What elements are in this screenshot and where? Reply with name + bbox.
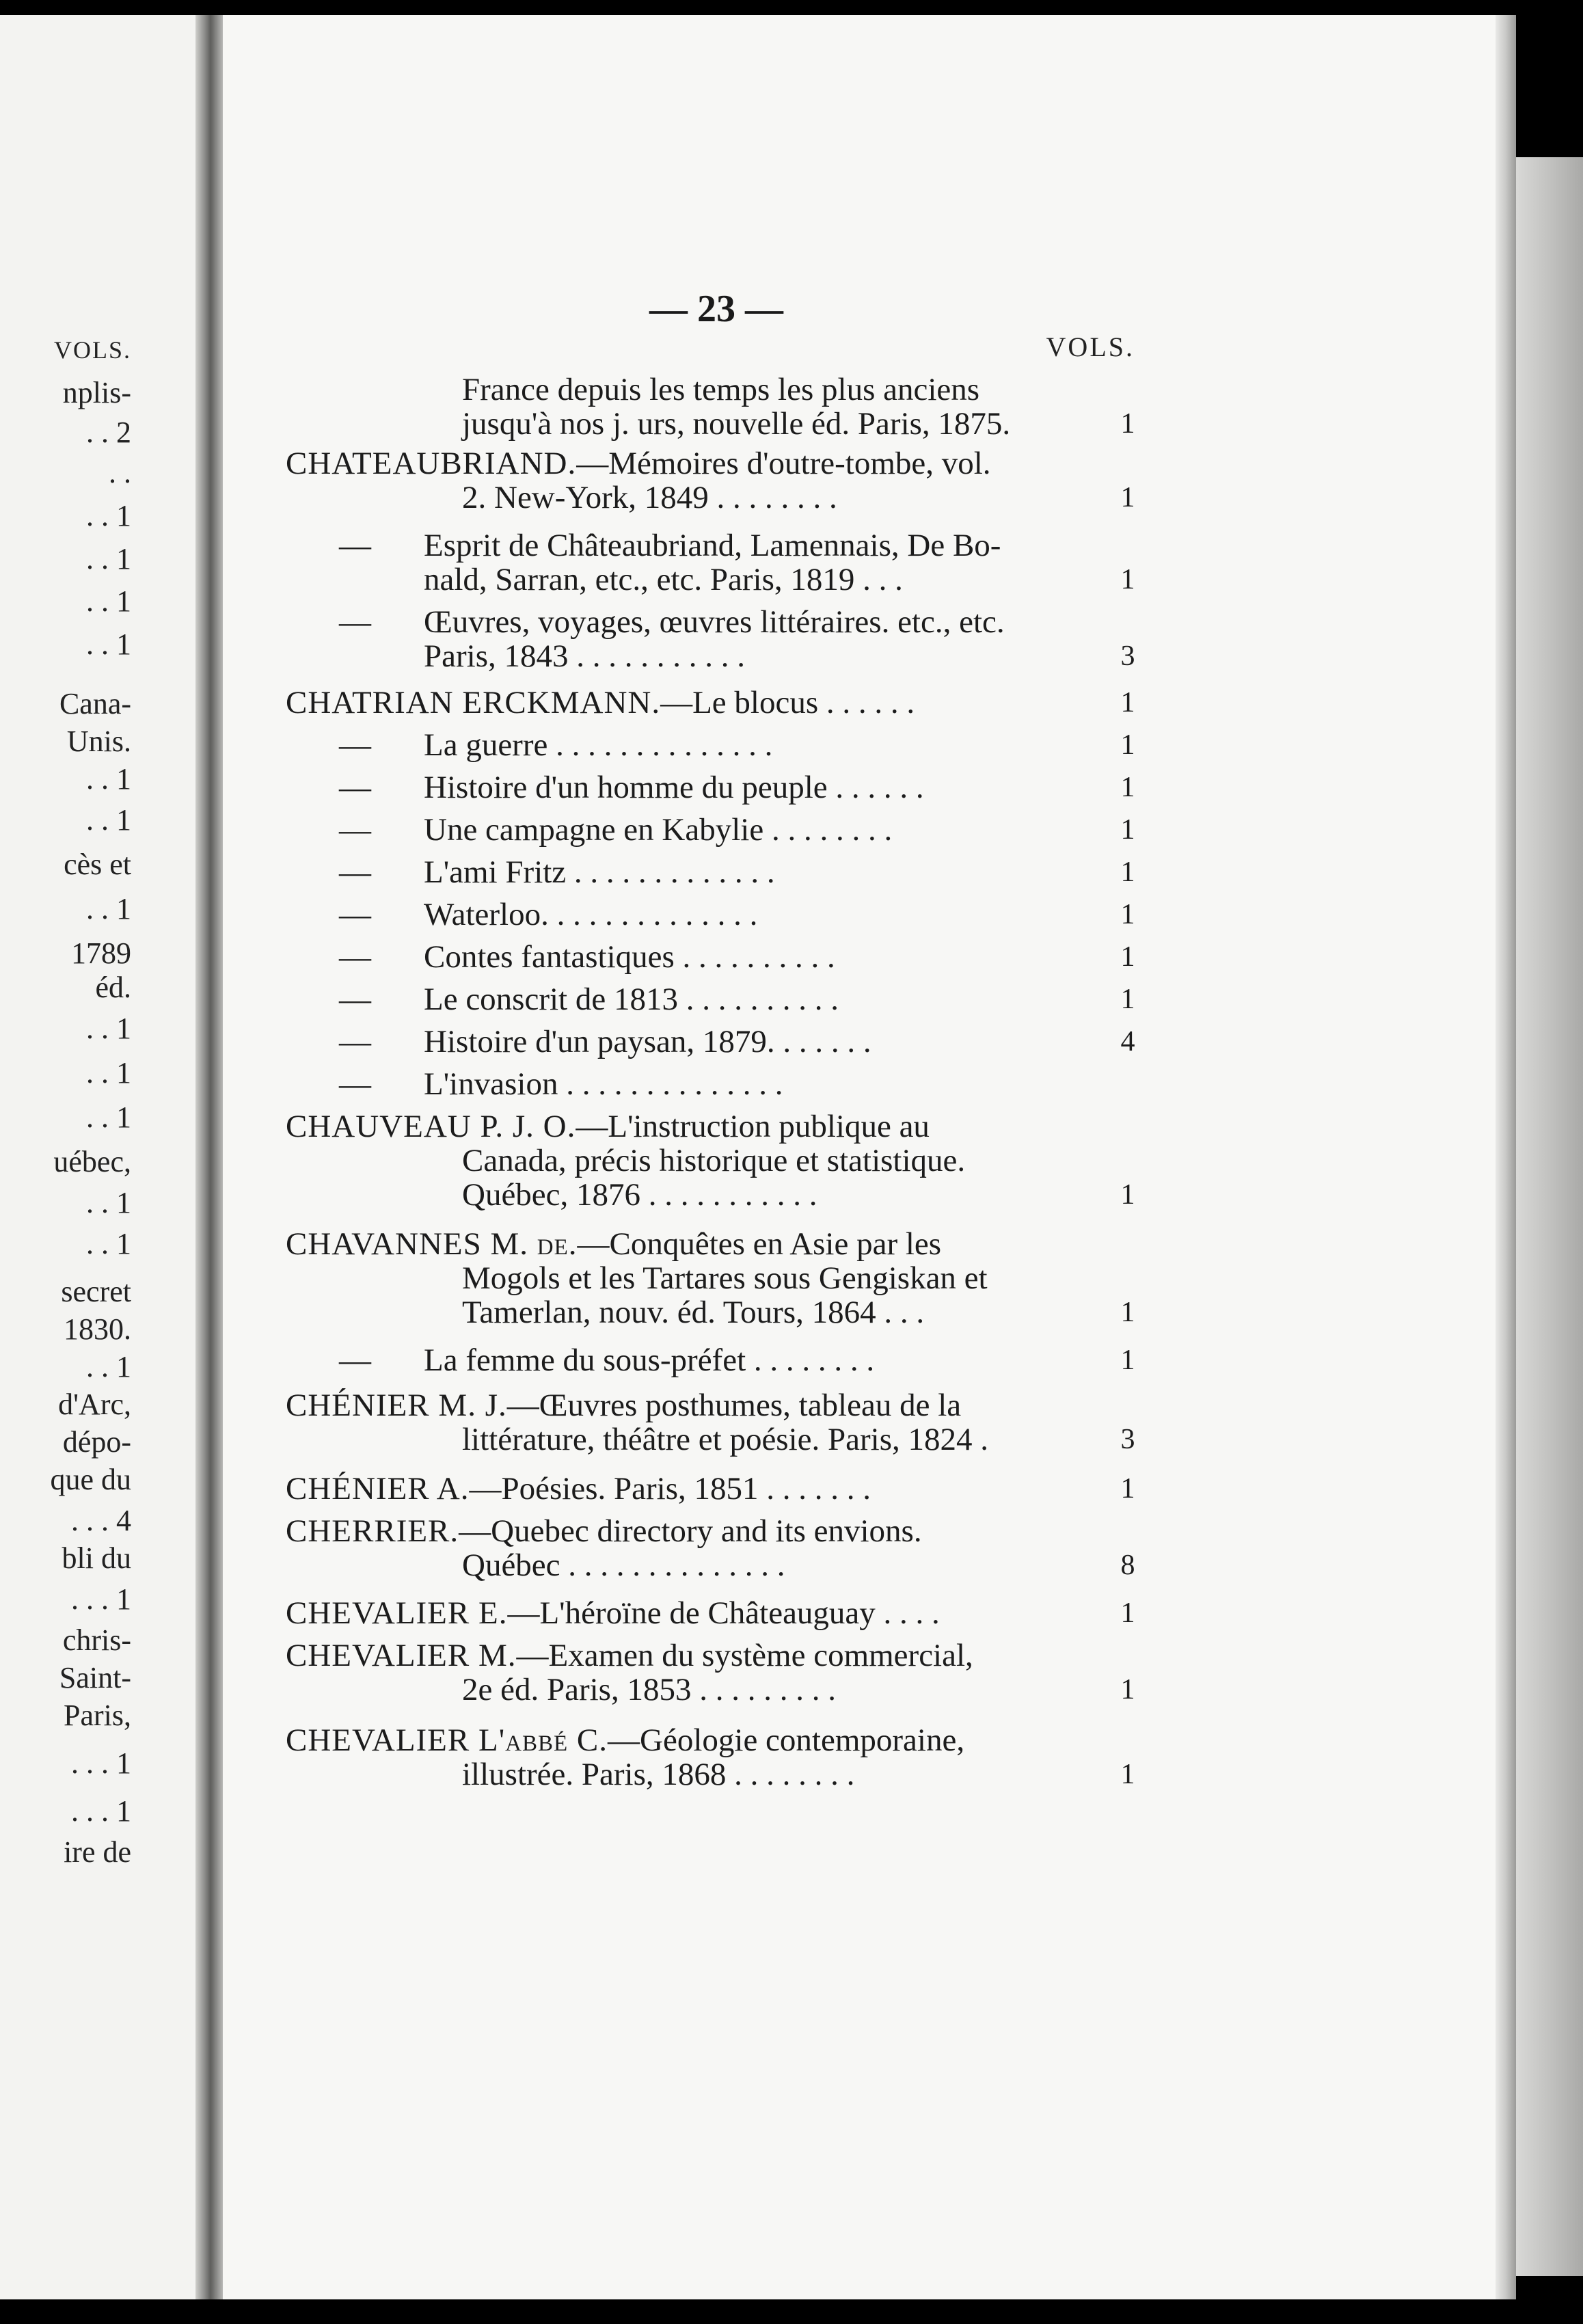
entry-text-line [462,1669,836,1710]
entry-text: La guerre . . . . . . . . . . . . . . [424,727,773,763]
vols-column-header: VOLS. [1046,332,1135,362]
entry-text-line [424,936,835,977]
left-page-line: . . 1 [86,1186,131,1219]
entry-text: —Mémoires d'outre-tombe, vol. [576,446,991,481]
entry-text-line [462,1174,817,1215]
entry-volume-count: 1 [1120,564,1135,595]
entry-text: illustrée. Paris, 1868 . . . . . . . . [462,1757,855,1792]
page-number: — 23 — [649,288,783,330]
entry-text: L'invasion . . . . . . . . . . . . . . [424,1066,783,1102]
repeat-author-dash: — [339,1024,371,1059]
entry-volume-count: 1 [1120,1179,1135,1211]
repeat-author-dash: — [339,727,371,763]
left-vols-header: VOLS. [53,336,131,364]
left-page-line: nplis- [62,376,131,409]
left-page-line: . . 1 [86,1227,131,1260]
entry-author: CHATEAUBRIAND. [286,446,577,481]
entry-text: 2e éd. Paris, 1853 . . . . . . . . . [462,1672,836,1707]
entry-text: Québec, 1876 . . . . . . . . . . . [462,1177,817,1213]
entry-text-line [462,1754,854,1795]
left-page-line: . . 2 [86,416,131,449]
entry-text: —Examen du système commercial, [516,1638,973,1673]
entry-volume-count: 3 [1120,1424,1135,1455]
entry-text-line [424,1021,871,1062]
entry-author: CHÉNIER M. J. [286,1388,507,1423]
left-page-line: . . 1 [86,1012,131,1045]
left-page-line: Saint- [59,1661,131,1694]
left-page-line: . . 1 [86,499,131,532]
repeat-author-dash: — [339,770,371,805]
entry-volume-count: 4 [1120,1026,1135,1057]
entry-text: La femme du sous-préfet . . . . . . . . [424,1342,875,1378]
entry-author: CHEVALIER E. [286,1595,508,1631]
entry-text: 2. New-York, 1849 . . . . . . . . [462,480,837,515]
left-page-line: cès et [64,848,131,881]
entry-volume-count: 1 [1120,856,1135,888]
entry-text: Une campagne en Kabylie . . . . . . . . [424,812,893,848]
entry-text: Mogols et les Tartares sous Gengiskan et [462,1260,988,1296]
entry-author: CHEVALIER L'abbé C. [286,1722,608,1758]
entry-text: Tamerlan, nouv. éd. Tours, 1864 . . . [462,1295,925,1330]
entry-text: Le conscrit de 1813 . . . . . . . . . . [424,982,839,1017]
entry-text: Histoire d'un paysan, 1879. . . . . . . [424,1024,871,1059]
entry-text: Paris, 1843 . . . . . . . . . . . [424,638,745,674]
entry-text: Contes fantastiques . . . . . . . . . . [424,939,835,975]
left-page-line: bli du [62,1541,131,1575]
left-page-line: Unis. [66,725,131,758]
entry-volume-count: 1 [1120,814,1135,846]
entry-text-line [424,809,892,850]
left-page-line: 1830. [64,1312,131,1346]
repeat-author-dash: — [339,897,371,932]
entry-volume-count: 1 [1120,984,1135,1015]
left-page-line: . . 1 [86,1100,131,1134]
entry-volume-count: 3 [1120,640,1135,672]
entry-text: Histoire d'un homme du peuple . . . . . . [424,770,924,805]
entry-text: —Le blocus . . . . . . [660,685,915,720]
left-page-line: . . [109,456,131,489]
repeat-author-dash: — [339,528,371,563]
entry-text: —Géologie contemporaine, [608,1722,965,1758]
repeat-author-dash: — [339,604,371,640]
entry-text: —Quebec directory and its envions. [459,1513,922,1549]
left-page-line: ire de [64,1835,131,1869]
left-page-line: éd. [95,971,131,1004]
entry-volume-count: 1 [1120,1473,1135,1504]
entry-text-line [424,767,924,808]
entry-text: L'ami Fritz . . . . . . . . . . . . . [424,854,775,890]
entry-text: —Œuvres posthumes, tableau de la [506,1388,962,1423]
left-page-line: . . . 1 [71,1582,131,1616]
entry-text: France depuis les temps les plus anciens [462,372,980,407]
left-page-line: Cana- [59,687,131,720]
entry-text-line [424,725,772,766]
entry-text: Québec . . . . . . . . . . . . . . [462,1548,785,1583]
left-page-line: . . 1 [86,584,131,618]
entry-text-line [424,636,745,677]
entry-author: CHEVALIER M. [286,1638,517,1673]
left-page-line: Paris, [64,1699,131,1732]
entry-text: nald, Sarran, etc., etc. Paris, 1819 . . . [424,562,903,597]
entry-text-line [462,1419,988,1460]
entry-text: jusqu'à nos j. urs, nouvelle éd. Paris, 1875. [462,406,1011,442]
entry-text: Œuvres, voyages, œuvres littéraires. etc., etc. [424,604,1005,640]
entry-volume-count: 1 [1120,408,1135,440]
left-page-line: 1789 [71,936,131,970]
entry-volume-count: 1 [1120,1597,1135,1629]
entry-volume-count: 1 [1120,941,1135,973]
repeat-author-dash: — [339,982,371,1017]
left-page-line: . . 1 [86,892,131,925]
entry-text-line [462,477,837,518]
left-page-line: . . 1 [86,542,131,576]
repeat-author-dash: — [339,812,371,848]
entry-text-line [286,1593,940,1634]
entry-text-line [286,682,915,723]
left-page-line: . . 1 [86,762,131,796]
entry-text: —L'héroïne de Châteauguay . . . . [507,1595,940,1631]
entry-author: CHAVANNES M. de. [286,1226,578,1262]
repeat-author-dash: — [339,854,371,890]
entry-author: CHERRIER. [286,1513,459,1549]
repeat-author-dash: — [339,939,371,975]
entry-volume-count: 1 [1120,1297,1135,1328]
left-page-line: uébec, [53,1145,131,1178]
entry-volume-count: 1 [1120,729,1135,761]
entry-text-line [424,1340,874,1381]
entry-text: —Conquêtes en Asie par les [577,1226,942,1262]
entry-volume-count: 1 [1120,772,1135,803]
left-page-line: secret [61,1275,131,1308]
repeat-author-dash: — [339,1066,371,1102]
entry-volume-count: 1 [1120,687,1135,718]
repeat-author-dash: — [339,1342,371,1378]
entry-text: —Poésies. Paris, 1851 . . . . . . . [469,1471,871,1506]
entry-volume-count: 1 [1120,1345,1135,1376]
entry-text-line [462,403,1010,444]
entry-text: Waterloo. . . . . . . . . . . . . . [424,897,758,932]
entry-volume-count: 1 [1120,1759,1135,1790]
entry-volume-count: 1 [1120,1674,1135,1705]
entry-text-line [424,559,903,600]
entry-volume-count: 8 [1120,1550,1135,1581]
entry-author: CHATRIAN ERCKMANN. [286,685,661,720]
entry-volume-count: 1 [1120,482,1135,513]
entry-text-line [424,1064,783,1105]
entry-volume-count: 1 [1120,899,1135,930]
entry-text-line [462,1545,785,1586]
entry-author: CHAUVEAU P. J. O. [286,1109,576,1144]
entry-text: littérature, théâtre et poésie. Paris, 1824 . [462,1422,989,1457]
left-page-line: que du [50,1463,131,1496]
entry-text: Canada, précis historique et statistique. [462,1143,966,1178]
entry-text-line [424,852,775,893]
entry-text-line [424,979,839,1020]
left-page-line: . . . 1 [71,1746,131,1780]
left-page-line: . . . 4 [71,1504,131,1537]
left-page-line: d'Arc, [58,1388,131,1421]
entry-author: CHÉNIER A. [286,1471,470,1506]
left-page-line: chris- [62,1623,131,1657]
entry-text-line [424,894,757,935]
left-page-line: . . 1 [86,1350,131,1383]
left-page-line: . . 1 [86,803,131,837]
left-page-line: . . 1 [86,1056,131,1090]
left-page-line: . . . 1 [71,1794,131,1828]
entry-text: Esprit de Châteaubriand, Lamennais, De Bo- [424,528,1001,563]
entry-text: —L'instruction publique au [576,1109,930,1144]
entry-text-line [286,1468,871,1509]
left-page-line: dépo- [62,1425,131,1459]
entry-text-line [462,1292,924,1333]
left-page-line: . . 1 [86,627,131,661]
